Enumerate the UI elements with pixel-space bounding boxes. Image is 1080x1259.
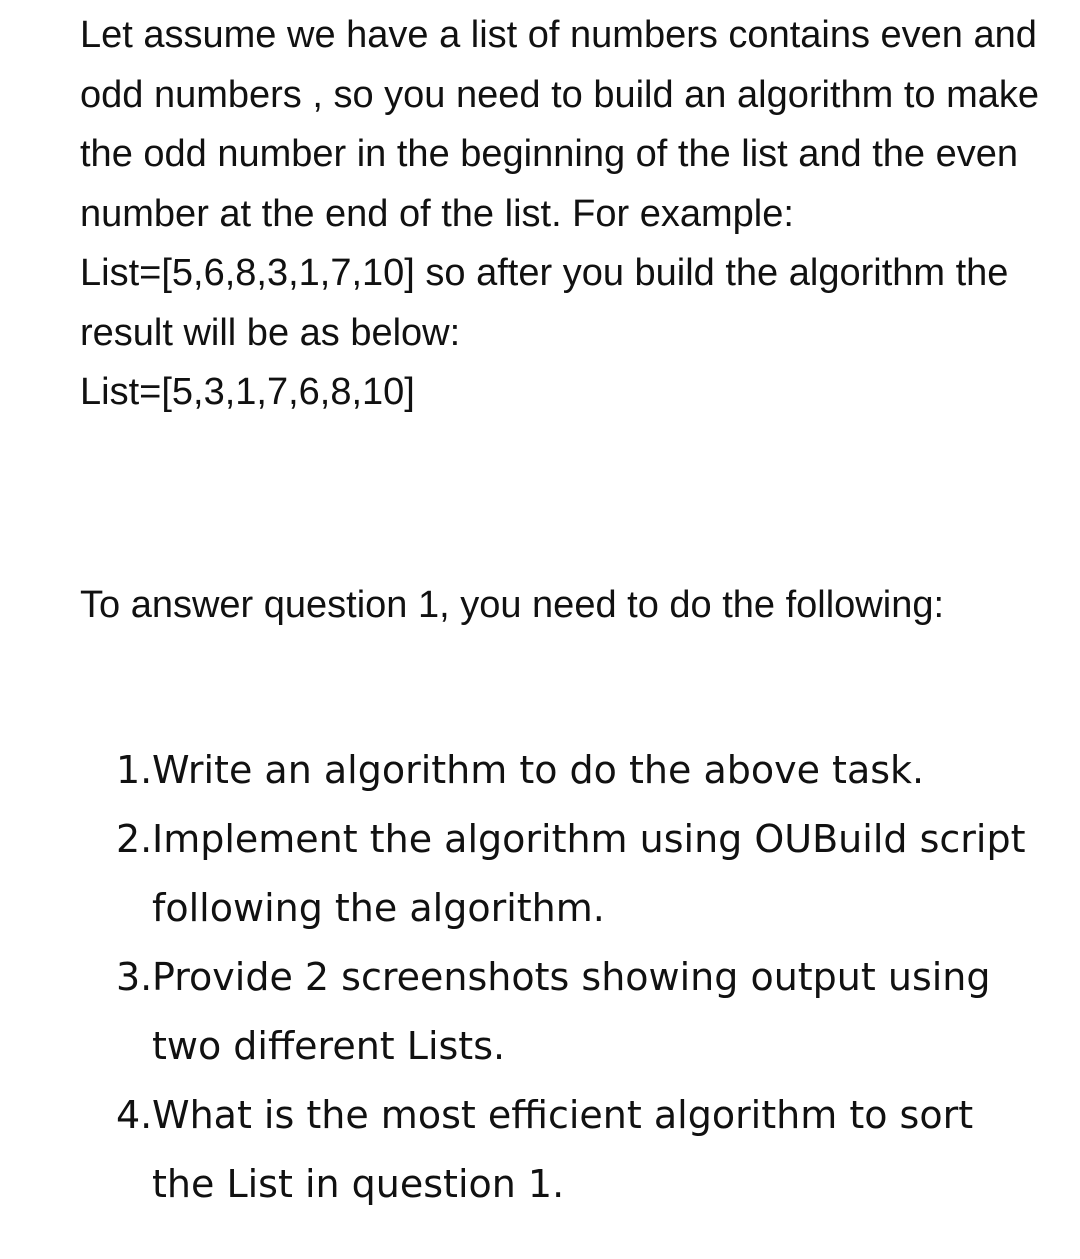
task-text: Write an algorithm to do the above task.: [152, 748, 925, 792]
task-number: 2.: [116, 817, 153, 861]
task-text: Implement the algorithm using OUBuild script following the algorithm.: [152, 817, 1026, 930]
intro-paragraph: Let assume we have a list of numbers contains even and odd numbers , so you need to build an algorithm to make the odd number in the beginning of the list and the even number at the end of the list. For example:: [80, 14, 1040, 235]
instruction-text: To answer question 1, you need to do the following:: [80, 584, 945, 626]
task-number: 1.: [116, 748, 153, 792]
task-text: Provide 2 screenshots showing output using two different Lists.: [152, 955, 991, 1068]
task-item: [116, 943, 1036, 1081]
task-number: 4.: [116, 1093, 153, 1137]
task-item: [116, 736, 1036, 805]
task-text: What is the most efficient algorithm to sort the List in question 1.: [152, 1093, 974, 1206]
task-item: [116, 805, 1036, 943]
result-line: List=[5,3,1,7,6,8,10]: [80, 371, 415, 413]
task-list: [116, 736, 1036, 1219]
example-line: List=[5,6,8,3,1,7,10] so after you build the algorithm the result will be as below:: [80, 252, 1009, 354]
intro-section: [80, 6, 1040, 423]
task-item: [116, 1081, 1036, 1219]
task-number: 3.: [116, 955, 153, 999]
